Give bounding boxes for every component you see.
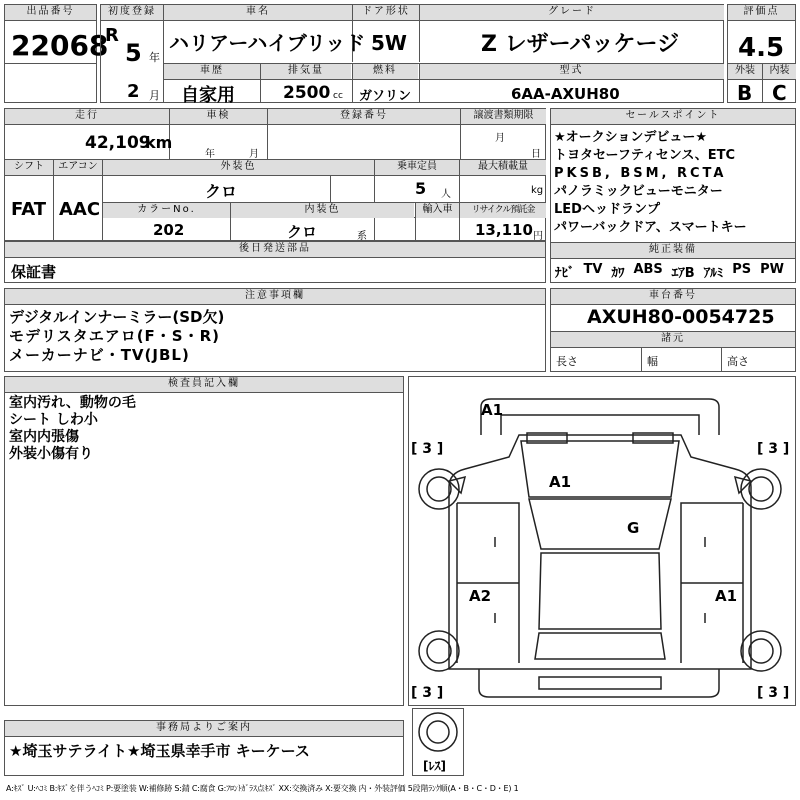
equipment-item: ﾅﾋﾞ: [555, 266, 575, 281]
history: 自家用: [181, 85, 235, 106]
recycle-fee: 13,110: [475, 221, 533, 239]
lot-number-label: 出品番号: [5, 5, 96, 21]
capacity: 5: [415, 179, 427, 198]
sales-points-box: [550, 108, 796, 283]
chassis-box: [550, 288, 796, 372]
aircon-label: エアコン: [54, 160, 102, 175]
length-label: 長さ: [556, 355, 578, 368]
mark-windshield: G: [627, 519, 640, 537]
chassis-number-label: 車台番号: [551, 289, 795, 305]
model-code: 6AA-AXUH80: [511, 85, 620, 103]
color-number-label: カラーNo.: [103, 203, 230, 218]
lot-number: 22068: [11, 29, 109, 62]
genuine-equipment-label: 純正装備: [551, 243, 795, 258]
office-message: ★埼玉サテライト★埼玉県幸手市 キーケース: [9, 742, 310, 760]
inspection-year-unit: 年: [205, 149, 215, 160]
history-label: 車歴: [164, 64, 260, 79]
inspector-comment: シート しわ小: [9, 412, 98, 428]
car-name-label: 車名: [164, 5, 352, 20]
interior-color: クロ: [287, 223, 318, 241]
displacement-unit: cc: [333, 91, 343, 101]
height-label: 高さ: [727, 355, 749, 368]
sales-point: パノラミックビューモニター: [554, 184, 723, 199]
sales-points-list: [554, 129, 747, 237]
equipment-item: ABS: [633, 262, 663, 277]
grade-label: グレード: [420, 5, 724, 20]
sales-point: パワーバックドア、スマートキー: [554, 220, 747, 235]
legend: A:ｷｽﾞ U:ﾍｺﾐ B:ｷｽﾞを伴うﾍｺﾐ P:要塗装 W:補修跡 S:錆 C:腐食 G:ﾌﾛﾝﾄｶﾞﾗｽ点ｷｽﾞ XX:交換済み X:要交換 内・外装評価 5段階ﾗﾝｸ順(A・B・C・D・E) 1: [6, 784, 519, 793]
spare-tire-icon: [412, 708, 464, 776]
load-unit: kg: [531, 185, 544, 196]
fuel: ガソリン: [359, 89, 412, 104]
registration-year: 5: [125, 39, 142, 67]
aircon: AAC: [59, 199, 101, 220]
score-label: 評価点: [728, 5, 795, 21]
recycle-unit: 円: [533, 231, 543, 242]
inspector-comment: 室内内張傷: [9, 429, 79, 445]
mileage: 42,109: [85, 133, 151, 153]
mileage-unit: km: [145, 133, 173, 152]
interior-color-unit: 系: [357, 231, 367, 242]
exterior-color: クロ: [205, 182, 238, 201]
equipment-list: [555, 262, 784, 281]
tire-front-right: [ 3 ]: [757, 441, 790, 457]
interior-color-label: 内装色: [231, 203, 414, 218]
sales-point: LEDヘッドランプ: [554, 202, 660, 217]
equipment-item: ｱﾙﾐ: [703, 266, 724, 281]
color-number: 202: [153, 221, 185, 239]
mark-front-bumper: A1: [481, 401, 504, 419]
chassis-number: AXUH80-0054725: [587, 306, 775, 328]
inspector-box: [4, 376, 404, 706]
shift-label: シフト: [5, 160, 53, 175]
later-parts: 保証書: [11, 263, 57, 281]
notes-label: 注意事項欄: [5, 289, 545, 305]
car-name: ハリアーハイブリッド: [169, 31, 366, 55]
note-line: デジタルインナーミラー(SD欠): [9, 308, 225, 326]
tire-rear-left: [ 3 ]: [411, 685, 444, 701]
mark-left-door: A2: [469, 587, 492, 605]
recycle-fee-label: リサイクル預託金: [460, 203, 546, 218]
transfer-day-unit: 日: [531, 149, 541, 160]
tire-rear-right: [ 3 ]: [757, 685, 790, 701]
note-line: メーカーナビ・TV(JBL): [9, 346, 190, 364]
model-code-label: 型式: [419, 64, 724, 79]
dimensions-label: 諸元: [551, 332, 795, 347]
first-registration-label: 初度登録: [101, 5, 163, 20]
transfer-month-unit: 月: [495, 133, 505, 144]
inspector-label: 検査員記入欄: [5, 377, 403, 393]
inspection-month-unit: 月: [249, 149, 259, 160]
registration-month: 2: [127, 81, 140, 102]
later-parts-box: [4, 241, 546, 283]
office-label: 事務局よりご案内: [5, 721, 403, 737]
width-label: 幅: [647, 355, 658, 368]
exterior-label: 外装: [728, 64, 762, 79]
era-letter: R: [105, 25, 119, 46]
score: 4.5: [738, 33, 785, 63]
later-parts-label: 後日発送部品: [5, 242, 545, 258]
exterior-grade: B: [737, 81, 753, 105]
interior-grade: C: [772, 81, 787, 105]
grade: Z レザーパッケージ: [481, 32, 680, 57]
sales-point: ★オークションデビュー★: [554, 130, 708, 145]
door-type: 5W: [371, 31, 407, 55]
inspector-comments: [9, 395, 136, 463]
inspector-comment: 室内汚れ、動物の毛: [9, 395, 136, 411]
tire-front-left: [ 3 ]: [411, 441, 444, 457]
score-box: [727, 4, 796, 103]
displacement-label: 排気量: [261, 64, 351, 79]
office-box: [4, 720, 404, 776]
mark-hood: A1: [549, 473, 572, 491]
fuel-label: 燃料: [352, 64, 418, 79]
registration-number-label: 登録番号: [268, 109, 460, 124]
mark-right-door: A1: [715, 587, 738, 605]
notes-box: [4, 288, 546, 372]
car-diagram: [409, 377, 795, 705]
lot-number-box: [4, 4, 109, 103]
sales-point: トヨタセーフティセンス、ETC: [554, 148, 736, 163]
transfer-deadline-label: 譲渡書類期限: [461, 109, 546, 124]
shift: FAT: [11, 199, 47, 220]
capacity-label: 乗車定員: [375, 160, 459, 175]
year-unit: 年: [149, 51, 160, 64]
interior-label: 内装: [763, 64, 796, 79]
equipment-item: ｶﾜ: [611, 266, 625, 281]
equipment-item: ｴｱB: [671, 266, 695, 281]
spare-tire-mark: [ﾚｽ]: [423, 759, 446, 773]
exterior-color-label: 外装色: [103, 160, 374, 175]
sales-point: PKSB, BSM, RCTA: [554, 166, 727, 181]
damage-diagram-box: [408, 376, 796, 706]
sales-points-label: セールスポイント: [551, 109, 795, 125]
inspector-comment: 外装小傷有り: [9, 446, 93, 462]
vehicle-info-box: [100, 4, 724, 106]
note-line: モデリスタエアロ(F・S・R): [9, 327, 221, 345]
equipment-item: PS: [732, 262, 752, 277]
import-car-label: 輸入車: [416, 203, 459, 218]
inspection-label: 車検: [170, 109, 267, 124]
mileage-label: 走行: [5, 109, 169, 124]
capacity-unit: 人: [441, 189, 451, 200]
equipment-item: TV: [583, 262, 603, 277]
max-load-label: 最大積載量: [460, 160, 546, 175]
displacement: 2500: [283, 83, 331, 103]
notes-list: [9, 308, 224, 365]
specs-box: [4, 108, 546, 241]
month-unit: 月: [149, 89, 160, 102]
door-type-label: ドア形状: [353, 5, 419, 20]
equipment-item: PW: [760, 262, 784, 277]
